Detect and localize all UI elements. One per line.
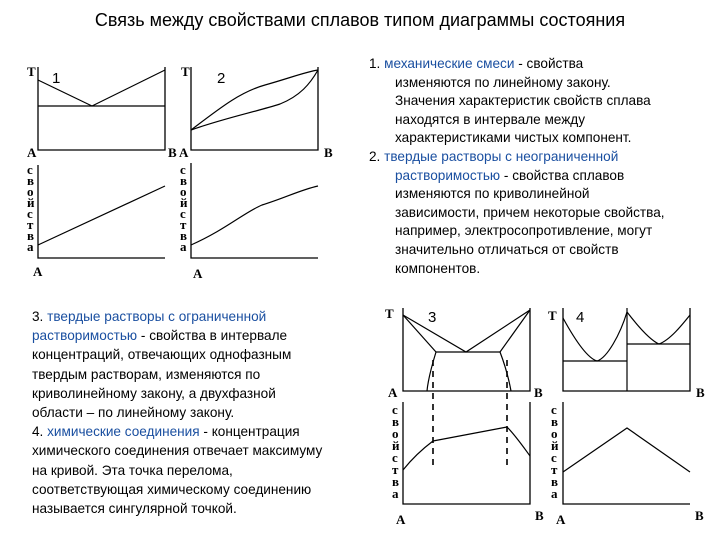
- prop-letter: в: [551, 474, 559, 489]
- diagram-2-phase-axes: [191, 67, 318, 150]
- diagram-1-prop-a-label: A: [33, 264, 43, 279]
- diagram-4-number: 4: [576, 309, 585, 326]
- property-label-4: [551, 402, 559, 501]
- diagram-1-a-label: A: [27, 145, 37, 160]
- diagram-3: [385, 306, 544, 527]
- item-1-number: 1.: [369, 56, 385, 71]
- prop-letter: о: [551, 426, 558, 441]
- item-4-line: химического соединения отвечает максимуму: [32, 443, 323, 459]
- prop-letter: й: [551, 438, 559, 453]
- prop-letter: в: [27, 228, 35, 243]
- item-4-line: на кривой. Эта точка перелома,: [32, 462, 233, 478]
- item-4-line: называется сингулярной точкой.: [32, 501, 237, 517]
- prop-letter: в: [392, 474, 400, 489]
- diagram-3-t-label: T: [385, 306, 394, 321]
- property-label-1: [27, 162, 35, 254]
- diagram-3-b-label: B: [534, 385, 543, 400]
- diagram-3-prop-a-label: A: [396, 512, 406, 527]
- item-3-number: 3.: [32, 309, 48, 324]
- diagram-4-b-label: B: [696, 385, 705, 400]
- prop-letter: с: [27, 206, 33, 221]
- diagram-2-solidus: [191, 70, 318, 130]
- diagram-1: [27, 64, 177, 279]
- diagram-3-solidus-right: [500, 310, 530, 352]
- diagram-3-a-label: A: [388, 385, 398, 400]
- diagram-4-liquidus-left: [563, 312, 627, 361]
- prop-letter: в: [551, 414, 559, 429]
- item-3-line: области – по линейному закону.: [32, 405, 235, 421]
- item-4-text: - концентрация: [199, 424, 300, 440]
- item-1-line: характеристиками чистых компонент.: [395, 130, 632, 146]
- item-3-term-cont: растворимостью: [32, 328, 138, 344]
- diagram-2-number: 2: [217, 70, 226, 87]
- prop-letter: в: [180, 228, 188, 243]
- diagram-3-property-line-middle: [433, 427, 507, 441]
- diagram-4-liquidus-right: [627, 312, 690, 344]
- prop-letter: й: [27, 195, 35, 210]
- item-2-line: например, электросопротивление, могут: [395, 223, 653, 239]
- item-1-text: - свойства: [514, 56, 584, 71]
- prop-letter: т: [551, 462, 558, 477]
- item-2-line: зависимости, причем некоторые свойства,: [395, 204, 665, 220]
- item-2-line: значительно отличаться от свойств: [395, 241, 619, 257]
- item-1-line: Значения характеристик свойств сплава: [395, 93, 651, 109]
- diagram-2-b-label: B: [324, 145, 333, 160]
- property-label-2: [180, 162, 188, 254]
- diagram-4-property-line: [563, 428, 690, 472]
- diagram-1-property-axes: [38, 165, 165, 258]
- item-4-line: соответствующая химическому соединению: [32, 481, 312, 497]
- diagram-2-property-curve: [191, 186, 318, 245]
- prop-letter: о: [27, 184, 34, 199]
- diagram-3-property-axes: [403, 402, 530, 504]
- diagram-3-liquidus: [403, 310, 530, 352]
- diagram-3-solvus-right: [500, 352, 511, 391]
- item-1-line: находятся в интервале между: [395, 111, 586, 127]
- prop-letter: с: [392, 450, 398, 465]
- diagram-1-b-label: B: [168, 145, 177, 160]
- prop-letter: с: [27, 162, 33, 177]
- prop-letter: с: [551, 402, 557, 417]
- prop-letter: с: [180, 206, 186, 221]
- prop-letter: с: [180, 162, 186, 177]
- item-1-term: механические смеси: [384, 56, 515, 71]
- item-4-number: 4.: [32, 424, 48, 440]
- prop-letter: а: [551, 486, 558, 501]
- prop-letter: а: [180, 239, 187, 254]
- item-3-text: - свойства в интервале: [137, 328, 288, 344]
- prop-letter: с: [392, 402, 398, 417]
- diagram-2: [179, 64, 333, 281]
- item-3-term: твердые растворы с ограниченной: [47, 309, 267, 324]
- diagram-2-prop-a-label: A: [193, 266, 203, 281]
- diagram-4: [548, 308, 705, 527]
- item-4-term: химические соединения: [47, 424, 200, 440]
- page-title: Связь между свойствами сплавов типом диаграммы состояния: [94, 10, 626, 30]
- item-2-number: 2.: [369, 148, 385, 164]
- diagram-2-a-label: A: [179, 145, 189, 160]
- diagram-1-property-line: [38, 186, 165, 245]
- prop-letter: в: [180, 173, 188, 188]
- diagram-3-number: 3: [428, 309, 437, 326]
- item-3-line: твердым растворам, изменяются по: [32, 366, 261, 382]
- prop-letter: й: [392, 438, 400, 453]
- item-2-term-cont: растворимостью: [395, 167, 501, 183]
- prop-letter: й: [180, 195, 188, 210]
- diagram-3-phase-axes: [403, 308, 530, 391]
- prop-letter: т: [180, 217, 187, 232]
- prop-letter: т: [27, 217, 34, 232]
- diagram-4-property-axes: [563, 402, 690, 504]
- diagram-2-t-label: T: [181, 64, 190, 79]
- item-3-line: концентраций, отвечающих однофазным: [32, 347, 292, 363]
- diagram-3-prop-b-label: B: [535, 508, 544, 523]
- diagram-3-property-curve-right: [507, 427, 530, 456]
- item-2-text: - свойства сплавов: [500, 167, 625, 183]
- diagram-4-prop-a-label: A: [556, 512, 566, 527]
- diagram-2-liquidus: [191, 70, 318, 130]
- prop-letter: с: [551, 450, 557, 465]
- prop-letter: т: [392, 462, 399, 477]
- item-2-line: изменяются по криволинейной: [395, 186, 590, 202]
- diagram-2-property-axes: [191, 163, 318, 258]
- diagram-1-t-label: T: [27, 64, 36, 79]
- diagram-4-t-label: T: [548, 308, 557, 323]
- prop-letter: в: [392, 414, 400, 429]
- item-2-line: компонентов.: [395, 260, 481, 276]
- prop-letter: а: [392, 486, 399, 501]
- item-1-line: изменяются по линейному закону.: [395, 74, 611, 90]
- diagram-1-number: 1: [52, 70, 61, 87]
- diagram-3-property-curve-left: [403, 441, 433, 470]
- item-2-term: твердые растворы с неограниченной: [384, 148, 619, 164]
- prop-letter: о: [180, 184, 187, 199]
- property-label-3: [392, 402, 400, 501]
- prop-letter: в: [27, 173, 35, 188]
- prop-letter: а: [27, 239, 34, 254]
- diagram-4-prop-b-label: B: [695, 508, 704, 523]
- prop-letter: о: [392, 426, 399, 441]
- item-3-line: криволинейному закону, а двухфазной: [32, 385, 276, 401]
- diagram-3-solvus-left: [427, 352, 436, 391]
